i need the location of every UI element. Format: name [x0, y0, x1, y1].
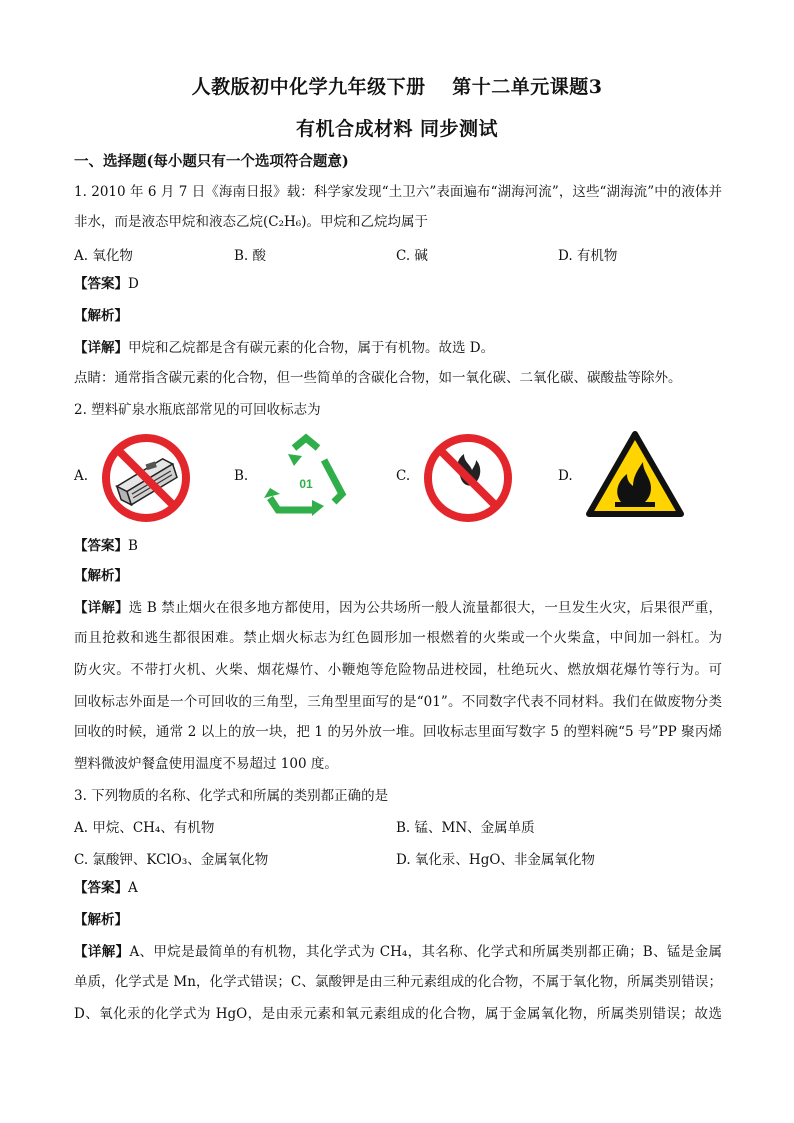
- q2-detail-line3: 防火灾。不带打火机、火柴、烟花爆竹、小鞭炮等危险物品进校园，杜绝玩火、燃放烟花爆竹等行为。可: [74, 662, 722, 678]
- answer-value: D: [128, 276, 139, 292]
- q3-detail-line2: 单质，化学式是 Mn，化学式错误；C、氯酸钾是由三种元素组成的化合物，不属于氧化物，所属类别错误；: [74, 974, 722, 990]
- q1-option-d: D. 有机物: [558, 248, 618, 264]
- q2-option-d-label: D.: [558, 468, 573, 484]
- q3-option-b: B. 锰、MN、金属单质: [396, 820, 535, 836]
- answer-value: B: [128, 538, 138, 554]
- recycle-number: 01: [299, 477, 313, 491]
- answer-tag: 【答案】: [74, 276, 128, 292]
- page-title: 人教版初中化学九年级下册 第十二单元课题3: [191, 76, 603, 98]
- detail-text: 选 B 禁止烟火在很多地方都使用，因为公共场所一般人流量都很大，一旦发生火灾，后果很严重，: [128, 600, 722, 616]
- no-fire-icon: [420, 432, 516, 524]
- q2-detail-line1: [74, 598, 722, 618]
- detail-tag: 【详解】: [74, 944, 130, 960]
- q2-option-a-label: A.: [74, 468, 89, 484]
- q3-detail-line1: [74, 942, 722, 962]
- q2-analysis: [74, 566, 722, 586]
- q1-option-c: C. 碱: [396, 248, 428, 264]
- q1-stem-line2: 非水，而是液态甲烷和液态乙烷(C₂H₆)。甲烷和乙烷均属于: [74, 214, 428, 230]
- q2-detail-line5: 回收的时候，通常 2 以上的放一块，把 1 的另外放一堆。回收标志里面写数字 5 的塑料碗“5 号”PP 聚丙烯: [74, 724, 722, 740]
- q3-option-d: D. 氧化汞、HgO、非金属氧化物: [396, 852, 595, 868]
- q3-detail-line3: D、氧化汞的化学式为 HgO，是由汞元素和氧元素组成的化合物，属于金属氧化物，所属类别错误；故选: [74, 1006, 722, 1022]
- q3-answer: [74, 878, 722, 898]
- q3-option-a: A. 甲烷、CH₄、有机物: [74, 820, 215, 836]
- q1-stem-line1: 1. 2010 年 6 月 7 日《海南日报》载：科学家发现“土卫六”表面遍布“湖海河流”，这些“湖海流”中的液体并: [74, 184, 722, 200]
- q2-stem: 2. 塑料矿泉水瓶底部常见的可回收标志为: [74, 402, 321, 418]
- analysis-tag: 【解析】: [74, 308, 128, 324]
- detail-tag: 【详解】: [74, 340, 128, 356]
- flammable-warning-icon: [585, 430, 685, 520]
- q1-detail: [74, 338, 722, 358]
- q2-option-b-label: B.: [234, 468, 249, 484]
- q2-answer: [74, 536, 722, 556]
- q1-option-a: A. 氧化物: [74, 248, 133, 264]
- answer-value: A: [128, 880, 138, 896]
- q1-note: 点睛：通常指含碳元素的化合物，但一些简单的含碳化合物，如一氧化碳、二氧化碳、碳酸盐等除外。: [74, 370, 682, 386]
- q1-analysis: [74, 306, 722, 326]
- page-subtitle: 有机合成材料 同步测试: [295, 118, 499, 140]
- answer-tag: 【答案】: [74, 880, 128, 896]
- detail-text: A、甲烷是最简单的有机物，其化学式为 CH₄，其名称、化学式和所属类别都正确；B、锰是金属: [129, 944, 723, 960]
- q1-answer: [74, 274, 722, 294]
- analysis-tag: 【解析】: [74, 568, 128, 584]
- q3-analysis: [74, 910, 722, 930]
- q1-option-b: B. 酸: [234, 248, 267, 264]
- q2-detail-line4: 回收标志外面是一个可回收的三角型，三角型里面写的是“01”。不同数字代表不同材料。我们在做废物分类: [74, 694, 722, 710]
- q3-option-c: C. 氯酸钾、KClO₃、金属氧化物: [74, 852, 269, 868]
- q2-detail-line2: 而且抢救和逃生都很困难。禁止烟火标志为红色圆形加一根燃着的火柴或一个火柴盒，中间加一斜杠。为: [74, 630, 722, 646]
- detail-tag: 【详解】: [74, 600, 129, 616]
- q3-stem: 3. 下列物质的名称、化学式和所属的类别都正确的是: [74, 788, 389, 804]
- recycle-icon: [258, 432, 354, 518]
- analysis-tag: 【解析】: [74, 912, 128, 928]
- q2-option-c-label: C.: [396, 468, 411, 484]
- no-matches-icon: [98, 432, 194, 524]
- section-heading: 一、选择题(每小题只有一个选项符合题意): [74, 153, 349, 170]
- q2-detail-line6: 塑料微波炉餐盒使用温度不易超过 100 度。: [74, 756, 338, 772]
- detail-text: 甲烷和乙烷都是含有碳元素的化合物，属于有机物。故选 D。: [128, 340, 495, 356]
- answer-tag: 【答案】: [74, 538, 128, 554]
